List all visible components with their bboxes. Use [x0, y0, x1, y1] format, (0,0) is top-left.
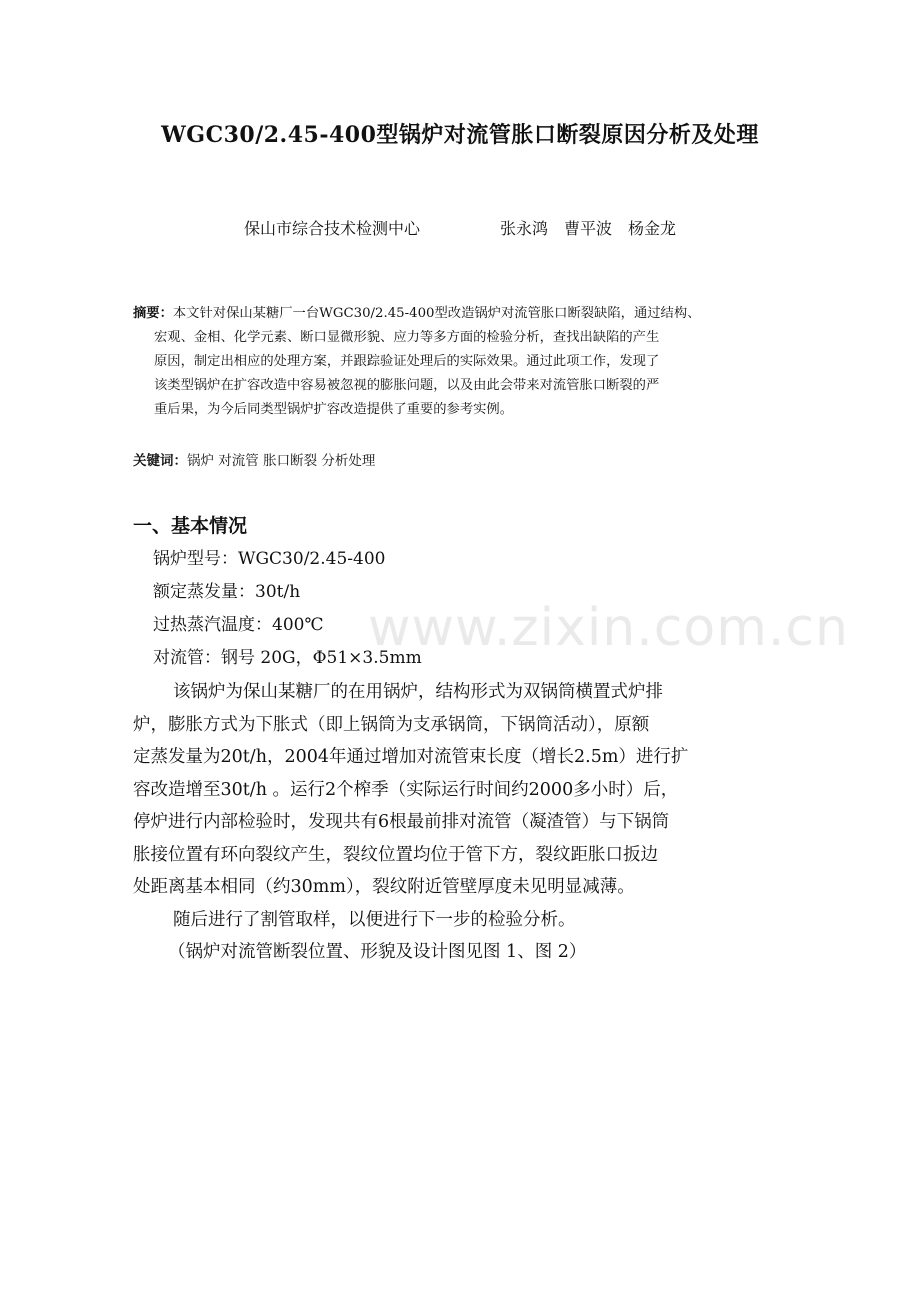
- spec-item: 额定蒸发量：30t/h: [153, 582, 301, 602]
- document-title: WGC30/2.45-400型锅炉对流管胀口断裂原因分析及处理: [161, 122, 759, 148]
- abstract-line: [133, 302, 793, 326]
- keywords: [133, 449, 793, 473]
- abstract-label: 摘要：: [133, 306, 173, 321]
- spec-item: 对流管：钢号 20G，Φ51×3.5mm: [153, 648, 422, 668]
- abstract-line: 重后果，为今后同类型锅炉扩容改造提供了重要的参考实例。: [154, 402, 514, 417]
- spec-item: 锅炉型号：WGC30/2.45-400: [153, 549, 386, 569]
- paragraph-line: 随后进行了割管取样，以便进行下一步的检验分析。: [173, 909, 576, 930]
- paragraph-line: 炉，膨胀方式为下胀式（即上锅筒为支承锅筒，下锅筒活动），原额: [133, 714, 650, 735]
- section-heading: 一、基本情况: [133, 515, 248, 537]
- spec-item: 过热蒸汽温度：400℃: [153, 615, 324, 635]
- author-name: 张永鸿: [499, 219, 548, 238]
- abstract: [133, 302, 793, 422]
- paragraph-line: 定蒸发量为20t/h，2004年通过增加对流管束长度（增长2.5m）进行扩: [133, 747, 689, 767]
- keywords-text: 锅炉 对流管 胀口断裂 分析处理: [187, 453, 376, 469]
- abstract-line: 原因，制定出相应的处理方案，并跟踪验证处理后的实际效果。通过此项工作，发现了: [154, 354, 660, 369]
- author-organization: 保山市综合技术检测中心: [243, 219, 420, 238]
- paragraph-line: 处距离基本相同（约30mm），裂纹附近管壁厚度未见明显减薄。: [133, 877, 635, 897]
- paragraph-line: 胀接位置有环向裂纹产生，裂纹位置均位于管下方，裂纹距胀口扳边: [133, 844, 658, 865]
- paragraph-line: 容改造增至30t/h 。运行2个榨季（实际运行时间约2000多小时）后，: [133, 779, 679, 800]
- paragraph-line: 停炉进行内部检验时，发现共有6根最前排对流管（凝渣管）与下锅筒: [133, 812, 670, 832]
- abstract-line: 该类型锅炉在扩容改造中容易被忽视的膨胀问题，以及由此会带来对流管胀口断裂的严: [154, 378, 660, 393]
- paragraph-line: 该锅炉为保山某糖厂的在用锅炉，结构形式为双锅筒横置式炉排: [173, 682, 663, 702]
- figure-reference: （锅炉对流管断裂位置、形貌及设计图见图 1、图 2）: [168, 942, 587, 962]
- keywords-label: 关键词：: [133, 453, 187, 469]
- author-name: 曹平波: [564, 219, 613, 238]
- author-name: 杨金龙: [628, 219, 677, 238]
- author-line: [0, 216, 920, 239]
- spec-list: [153, 543, 813, 675]
- watermark: www.zixin.com.cn: [368, 598, 849, 658]
- abstract-line: 宏观、金相、化学元素、断口显微形貌、应力等多方面的检验分析，查找出缺陷的产生: [154, 330, 660, 345]
- abstract-text: 本文针对保山某糖厂一台WGC30/2.45-400型改造锅炉对流管胀口断裂缺陷，通过结构、: [172, 306, 701, 321]
- body-paragraphs: [133, 676, 789, 969]
